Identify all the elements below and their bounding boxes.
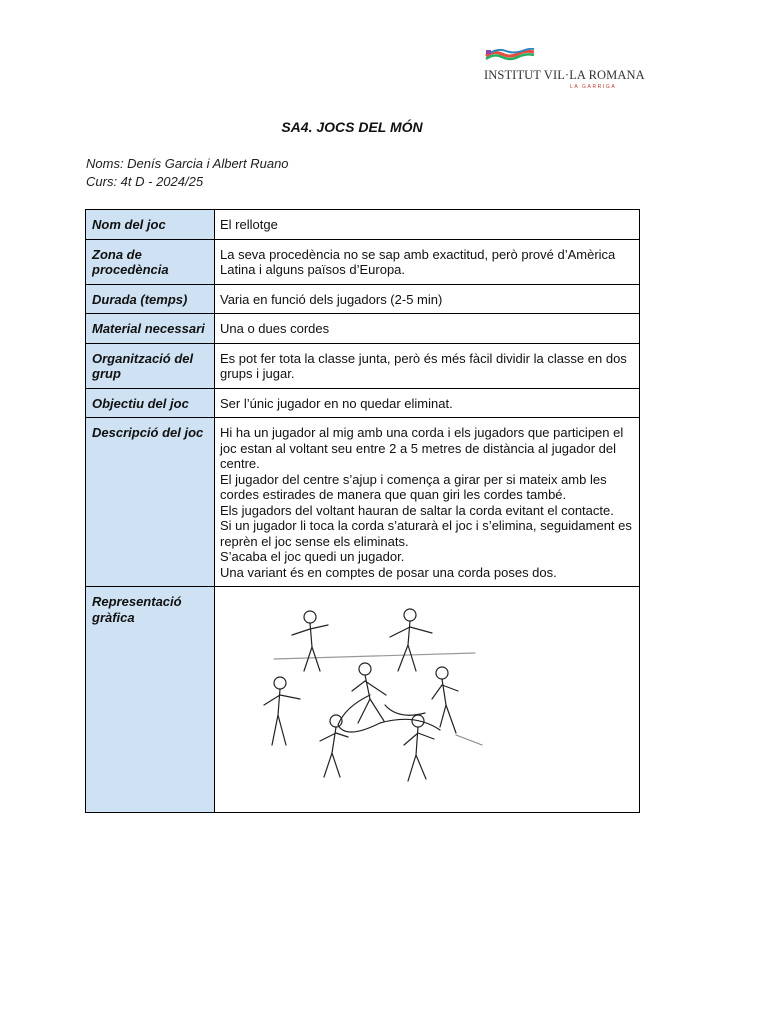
logo-subtitle: LA GARRIGA (570, 84, 617, 90)
row-label: Representació gràfica (86, 587, 215, 813)
player-figure (404, 715, 434, 781)
row-content: La seva procedència no se sap amb exactitud, però prové d’Amèrica Latina i alguns països d’Europa. (215, 239, 640, 284)
player-figure (264, 677, 300, 745)
table-row (86, 343, 640, 388)
player-figure (292, 611, 328, 671)
student-names: Noms: Denís Garcia i Albert Ruano (86, 156, 289, 171)
row-label: Objectiu del joc (86, 388, 215, 418)
table-row (86, 210, 640, 240)
logo-wave-icon (484, 48, 536, 62)
table-row (86, 314, 640, 344)
description-line: S’acaba el joc quedi un jugador. (220, 549, 405, 564)
table-row (86, 418, 640, 587)
description-line: Una variant és en comptes de posar una corda poses dos. (220, 564, 557, 580)
description-line: El jugador del centre s’ajup i comença a girar per si mateix amb les cordes estirades de manera que quan giri les cordes també. (220, 471, 607, 502)
row-label: Nom del joc (86, 210, 215, 240)
row-label: Organització del grup (86, 343, 215, 388)
table-row (86, 239, 640, 284)
row-label: Descripció del joc (86, 418, 215, 587)
page-title: SA4. JOCS DEL MÓN (281, 119, 423, 135)
school-logo (480, 46, 645, 94)
description-cell (215, 418, 640, 587)
course-line: Curs: 4t D - 2024/25 (86, 174, 204, 189)
row-content: Ser l’únic jugador en no quedar eliminat. (215, 388, 640, 418)
table-row (86, 284, 640, 314)
illustration-cell (215, 587, 640, 813)
player-figure (390, 609, 432, 671)
row-content: Una o dues cordes (215, 314, 640, 344)
player-figure (432, 667, 458, 733)
table-row (86, 587, 640, 813)
table-row (86, 388, 640, 418)
player-figure (352, 663, 386, 723)
description-line: Si un jugador li toca la corda s’aturarà el joc i s’elimina, seguidament es reprèn el joc sense els eliminats. (220, 518, 632, 549)
row-content: Es pot fer tota la classe junta, però és més fàcil dividir la classe en dos grups i jugar. (215, 343, 640, 388)
logo-name: INSTITUT VIL·LA ROMANA (484, 68, 645, 82)
game-table (85, 209, 640, 813)
row-label: Zona de procedència (86, 239, 215, 284)
row-content: El rellotge (215, 210, 640, 240)
player-figure (320, 715, 348, 777)
row-label: Durada (temps) (86, 284, 215, 314)
description-line: Els jugadors del voltant hauran de saltar la corda evitant el contacte. (220, 502, 614, 518)
row-label: Material necessari (86, 314, 215, 344)
description-line: Hi ha un jugador al mig amb una corda i els jugadors que participen el joc estan al voltant seu entre 2 a 5 metres de distància al jugador del centre. (220, 425, 624, 471)
row-content: Varia en funció dels jugadors (2-5 min) (215, 284, 640, 314)
game-illustration (220, 595, 550, 800)
